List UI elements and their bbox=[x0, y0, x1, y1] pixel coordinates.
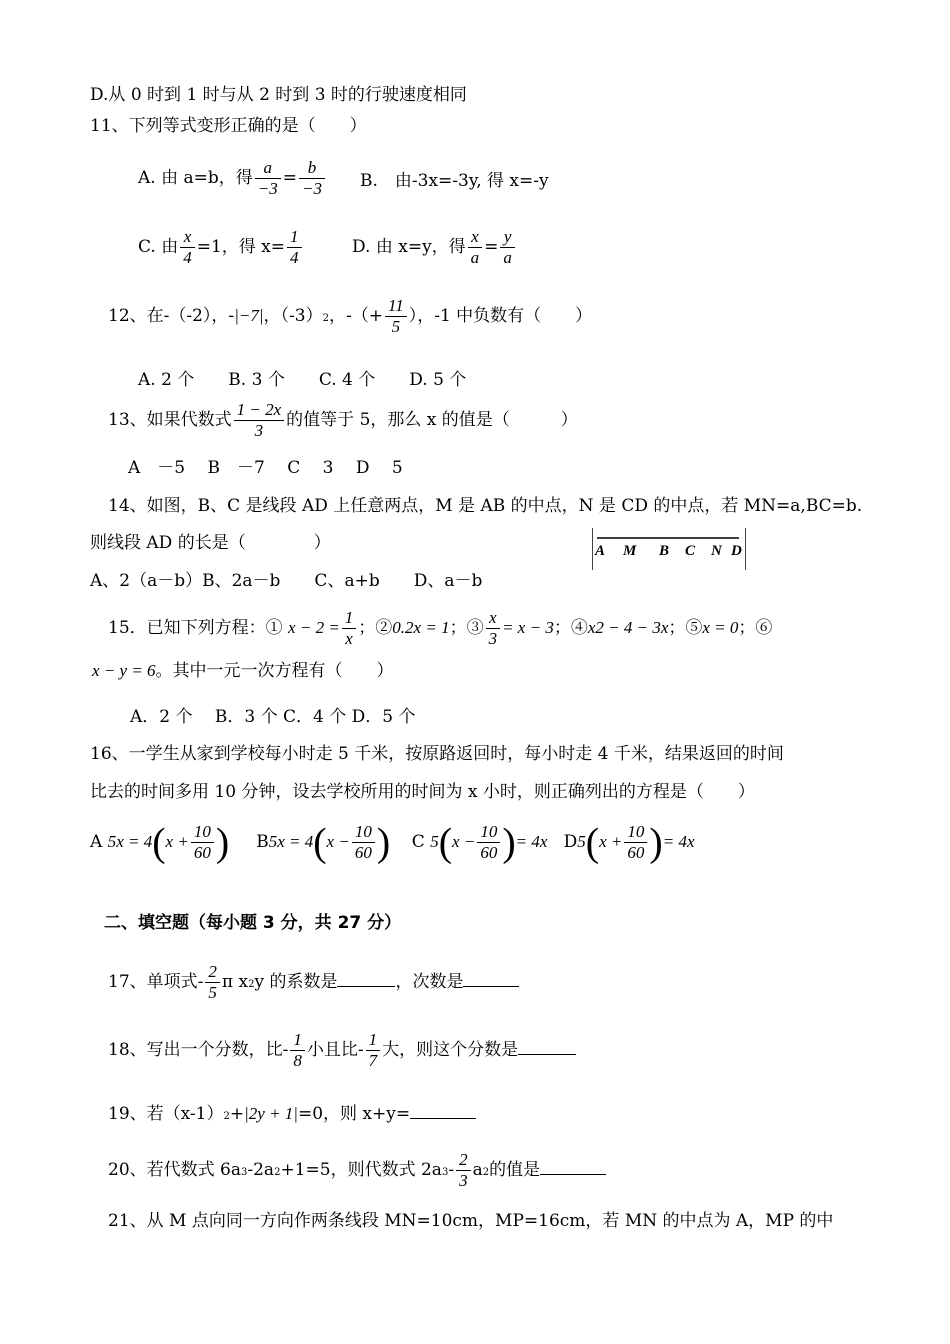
q12-fraction bbox=[385, 296, 407, 337]
q13-p1: 13、如果代数式 bbox=[108, 410, 232, 430]
q18-f2n: 1 bbox=[366, 1030, 381, 1051]
q19-blank[interactable] bbox=[410, 1102, 476, 1119]
q12-fnum: 11 bbox=[385, 296, 407, 317]
q11-option-c bbox=[138, 227, 304, 268]
q11-a-den1: −3 bbox=[257, 179, 278, 198]
q15-e6: x − y = 6 bbox=[92, 661, 156, 680]
q17-blank-coefficient[interactable] bbox=[337, 970, 395, 987]
q17 bbox=[108, 962, 519, 1003]
q16-a-fnum: 10 bbox=[191, 822, 214, 843]
q16-b-inner: x − bbox=[326, 832, 350, 851]
q16-d-fraction bbox=[624, 822, 647, 863]
q18-f1d: 8 bbox=[293, 1051, 302, 1070]
q15-e5: x = 0 bbox=[702, 618, 739, 637]
q20-blank[interactable] bbox=[540, 1158, 606, 1175]
q18 bbox=[108, 1030, 576, 1071]
q20-p3: +1=5，则代数式 2a bbox=[280, 1160, 442, 1180]
q11-option-a bbox=[138, 158, 327, 199]
q11-c-den2: 4 bbox=[290, 248, 299, 267]
q19-p2: + bbox=[229, 1104, 245, 1124]
q16-b-left: 5x = 4 bbox=[268, 832, 314, 851]
q15-e1-fraction bbox=[342, 608, 357, 649]
q15-e4: x2 − 4 − 3x bbox=[587, 618, 669, 637]
q20-fnum: 2 bbox=[456, 1150, 471, 1171]
q16-d-left: 5 bbox=[577, 832, 586, 851]
q11-a-num1: a bbox=[255, 158, 281, 179]
q18-blank[interactable] bbox=[518, 1038, 576, 1055]
q20-sup4: 2 bbox=[482, 1167, 490, 1178]
q12-stem bbox=[108, 296, 592, 337]
q15-p6: ；⑥ bbox=[738, 618, 773, 638]
q14-line2: 则线段 AD 的长是（ ） bbox=[90, 533, 331, 553]
q18-f2d: 7 bbox=[368, 1051, 378, 1070]
q12-p4: ），-1 中负数有（ ） bbox=[408, 306, 593, 326]
q10-option-d: D.从 0 时到 1 时与从 2 时到 3 时的行驶速度相同 bbox=[90, 85, 467, 105]
q16-b-fraction bbox=[352, 822, 375, 863]
q17-sup: 2 bbox=[248, 979, 255, 990]
q20 bbox=[108, 1150, 606, 1191]
q16-a-label: A bbox=[90, 832, 103, 852]
q17-fden: 5 bbox=[208, 983, 217, 1002]
q11-a-num2: b bbox=[299, 158, 325, 179]
q15-p2: ；② bbox=[358, 618, 393, 638]
q12-p2: ，（-3） bbox=[263, 306, 323, 326]
q16-d-rparen: ) bbox=[649, 819, 663, 865]
q16-d-lparen: ( bbox=[585, 819, 600, 865]
q15-e2: 0.2x = 1 bbox=[392, 618, 450, 637]
q15-e3b: = x − 3 bbox=[502, 618, 554, 637]
q15-p1: 15．已知下列方程：① bbox=[108, 618, 283, 638]
q15-e1n: 1 bbox=[342, 608, 357, 629]
q16-a-inner: x + bbox=[165, 832, 189, 851]
q16-c-fnum: 10 bbox=[477, 822, 500, 843]
q19-p3: =0，则 x+y= bbox=[297, 1104, 411, 1124]
q12-options: A. 2 个 B. 3 个 C. 4 个 D. 5 个 bbox=[138, 370, 467, 390]
q13-fraction bbox=[234, 400, 285, 441]
q19-abs: |2y + 1| bbox=[244, 1104, 298, 1123]
q11-d-fraction-right bbox=[500, 227, 515, 268]
q15-e1a: x − 2 = bbox=[288, 618, 340, 637]
q13-stem bbox=[108, 400, 578, 441]
q16-a-fden: 60 bbox=[193, 843, 211, 862]
q16-a-rparen: ) bbox=[215, 819, 230, 865]
q16-c-inner: x − bbox=[452, 832, 476, 851]
q15-p4: ；④ bbox=[553, 618, 588, 638]
q11-d-den1: a bbox=[470, 248, 480, 267]
q13-p2: 的值等于 5，那么 x 的值是（ ） bbox=[286, 410, 578, 430]
q20-p4: - bbox=[448, 1160, 455, 1180]
q17-fnum: 2 bbox=[205, 962, 220, 983]
q19 bbox=[108, 1102, 476, 1128]
q18-p2: 小且比- bbox=[306, 1040, 364, 1060]
q11-c-fraction bbox=[180, 227, 195, 268]
q12-fden: 5 bbox=[391, 317, 401, 336]
segment-ad-svg bbox=[593, 528, 745, 570]
q16-c-fraction bbox=[477, 822, 500, 863]
q15-p7: 。其中一元一次方程有（ ） bbox=[155, 661, 394, 681]
q16-b-fden: 60 bbox=[354, 843, 372, 862]
q18-fraction1 bbox=[290, 1030, 305, 1071]
q16-line1: 16、一学生从家到学校每小时走 5 千米，按原路返回时，每小时走 4 千米，结果返回的时间 bbox=[90, 744, 784, 764]
q17-p1: 17、单项式- bbox=[108, 972, 204, 992]
segment-label-m: M bbox=[623, 543, 637, 559]
q20-p6: 的值是 bbox=[489, 1160, 541, 1180]
q11-a-fraction-left bbox=[255, 158, 281, 199]
q16-a-lparen: ( bbox=[152, 819, 166, 865]
q14-line1: 14、如图，B、C 是线段 AD 上任意两点，M 是 AB 的中点，N 是 CD 的中点，若 MN=a,BC=b. bbox=[108, 496, 863, 516]
q17-p3: y 的系数是 bbox=[254, 972, 338, 992]
q18-p1: 18、写出一个分数，比- bbox=[108, 1040, 289, 1060]
q15-e3-fraction bbox=[486, 608, 501, 649]
q17-p2: π x bbox=[221, 972, 249, 992]
q11-a-eq: = bbox=[282, 168, 297, 188]
q16-a-left: 5x = 4 bbox=[107, 832, 153, 851]
q18-p3: 大，则这个分数是 bbox=[382, 1040, 519, 1060]
q20-fden: 3 bbox=[459, 1171, 468, 1190]
q11-c-den: 4 bbox=[183, 248, 192, 267]
q12-abs: |−7| bbox=[234, 306, 264, 325]
q11-c-fraction2 bbox=[287, 227, 302, 268]
q17-fraction bbox=[205, 962, 220, 1003]
q16-b-rparen: ) bbox=[376, 819, 391, 865]
q16-b-lparen: ( bbox=[313, 819, 327, 865]
q11-a-fraction-right bbox=[299, 158, 325, 199]
q11-d-eq: = bbox=[484, 237, 499, 257]
q13-fnum: 1 − 2x bbox=[234, 400, 285, 421]
q12-p1: 12、在-（-2），- bbox=[108, 306, 235, 326]
q16-d-inner: x + bbox=[599, 832, 623, 851]
segment-ad-figure bbox=[592, 528, 746, 570]
section2-title: 二、填空题（每小题 3 分，共 27 分） bbox=[104, 913, 402, 933]
q13-options: A －5 B －7 C 3 D 5 bbox=[128, 458, 403, 478]
q20-sup2: 2 bbox=[274, 1167, 281, 1178]
q11-d-prefix: D. 由 x=y，得 bbox=[352, 237, 466, 257]
q13-fden: 3 bbox=[254, 421, 264, 440]
q16-d-fden: 60 bbox=[627, 843, 645, 862]
q16-d-label: D bbox=[563, 832, 578, 852]
q16-c-rparen: ) bbox=[502, 819, 516, 865]
q11-a-den2: −3 bbox=[301, 179, 322, 198]
segment-label-a: A bbox=[595, 543, 606, 559]
segment-label-n: N bbox=[711, 543, 722, 559]
q20-fraction bbox=[456, 1150, 471, 1191]
q16-options bbox=[90, 819, 695, 865]
segment-label-d: D bbox=[731, 543, 742, 559]
q20-p5: a bbox=[472, 1160, 483, 1180]
q11-c-prefix: C. 由 bbox=[138, 237, 179, 257]
q11-c-num: x bbox=[180, 227, 195, 248]
q16-b-fnum: 10 bbox=[352, 822, 375, 843]
q16-c-label: C bbox=[411, 832, 425, 852]
q11-option-b: B. 由-3x=-3y, 得 x=-y bbox=[360, 171, 549, 191]
q11-c-num2: 1 bbox=[287, 227, 302, 248]
q16-c-lparen: ( bbox=[438, 819, 453, 865]
q15-stem bbox=[108, 608, 772, 649]
q16-b-label: B bbox=[256, 832, 269, 852]
q16-d-right: = 4x bbox=[662, 832, 695, 851]
q11-a-prefix: A. 由 a=b，得 bbox=[138, 168, 253, 188]
q11-option-d bbox=[352, 227, 517, 268]
segment-label-c: C bbox=[685, 543, 696, 559]
q19-p1: 19、若（x-1） bbox=[108, 1104, 224, 1124]
q11-d-den2: a bbox=[503, 248, 512, 267]
q16-c-left: 5 bbox=[430, 832, 439, 851]
q20-sup1: 3 bbox=[241, 1167, 248, 1178]
q12-p3: ，-（+ bbox=[328, 306, 383, 326]
q20-sup3: 3 bbox=[441, 1167, 449, 1178]
q11-d-num1: x bbox=[468, 227, 483, 248]
q15-e1d: x bbox=[345, 629, 353, 648]
q16-d-fnum: 10 bbox=[624, 822, 647, 843]
q16-c-fden: 60 bbox=[480, 843, 498, 862]
q15-stem-cont bbox=[92, 660, 394, 682]
q17-blank-degree[interactable] bbox=[463, 970, 519, 987]
q20-p2: -2a bbox=[247, 1160, 275, 1180]
q21-line1: 21、从 M 点向同一方向作两条线段 MN=10cm，MP=16cm，若 MN 的中点为 A，MP 的中 bbox=[108, 1211, 834, 1231]
q14-options: A、2（a－b）B、2a－b C、a+b D、a－b bbox=[90, 571, 483, 591]
q16-line2: 比去的时间多用 10 分钟，设去学校所用的时间为 x 小时，则正确列出的方程是（ ） bbox=[90, 782, 755, 802]
q17-p4: ，次数是 bbox=[395, 972, 464, 992]
q11-c-mid: =1，得 x= bbox=[196, 237, 286, 257]
q15-e3n: x bbox=[486, 608, 501, 629]
q15-e3d: 3 bbox=[488, 629, 498, 648]
q16-c-right: = 4x bbox=[515, 832, 548, 851]
segment-label-b: B bbox=[659, 543, 670, 559]
q18-fraction2 bbox=[366, 1030, 381, 1071]
q15-options: A．2 个 B．3 个 C．4 个 D．5 个 bbox=[130, 707, 416, 727]
q19-sup: 2 bbox=[223, 1111, 230, 1122]
q16-a-fraction bbox=[191, 822, 214, 863]
q11-stem: 11、下列等式变形正确的是（ ） bbox=[90, 116, 367, 136]
q15-p5: ；⑤ bbox=[668, 618, 703, 638]
q15-p3: ；③ bbox=[449, 618, 484, 638]
q11-d-fraction-left bbox=[468, 227, 483, 268]
q18-f1n: 1 bbox=[290, 1030, 305, 1051]
q11-d-num2: y bbox=[500, 227, 515, 248]
q20-p1: 20、若代数式 6a bbox=[108, 1160, 241, 1180]
q12-sup: 2 bbox=[322, 313, 329, 324]
